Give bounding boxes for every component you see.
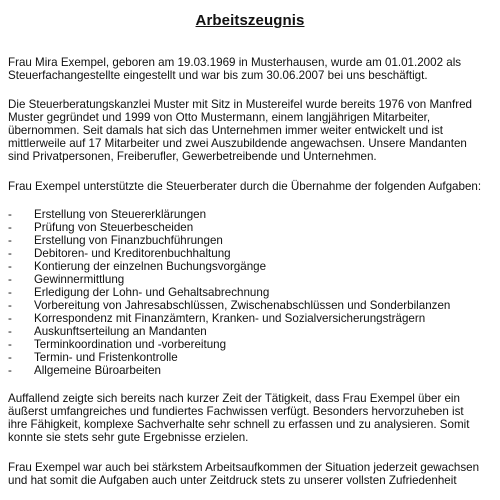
paragraph-2-line: mittlerweile auf 17 Mitarbeiter und zwei Auszubildende angewachsen. Unsere Mandanten bbox=[8, 137, 467, 150]
list-bullet: - bbox=[8, 273, 12, 286]
task-list-item: Termin- und Fristenkontrolle bbox=[34, 351, 178, 364]
paragraph-2-line: übernommen. Seit damals hat sich das Unternehmen immer weiter entwickelt und ist bbox=[8, 124, 443, 137]
document-title: Arbeitszeugnis bbox=[195, 12, 305, 29]
list-bullet: - bbox=[8, 299, 12, 312]
task-list-item: Allgemeine Büroarbeiten bbox=[34, 364, 161, 377]
list-bullet: - bbox=[8, 260, 12, 273]
task-list-item: Auskunftserteilung an Mandanten bbox=[34, 325, 207, 338]
paragraph-3-line: Frau Exempel unterstützte die Steuerberater durch die Übernahme der folgenden Aufgaben: bbox=[8, 180, 482, 193]
list-bullet: - bbox=[8, 364, 12, 377]
list-bullet: - bbox=[8, 325, 12, 338]
paragraph-2-line: Muster gegründet und 1999 von Otto Mustermann, einem langjährigen Mitarbeiter, bbox=[8, 111, 431, 124]
list-bullet: - bbox=[8, 338, 12, 351]
task-list-item: Vorbereitung von Jahresabschlüssen, Zwischenabschlüssen und Sonderbilanzen bbox=[34, 299, 451, 312]
paragraph-4-line: Auffallend zeigte sich bereits nach kurzer Zeit der Tätigkeit, dass Frau Exempel über ein bbox=[8, 392, 460, 405]
task-list-item: Gewinnermittlung bbox=[34, 273, 125, 286]
task-list-item: Korrespondenz mit Finanzämtern, Kranken- und Sozialversicherungsträgern bbox=[34, 312, 426, 325]
paragraph-1-line: Frau Mira Exempel, geboren am 19.03.1969 in Musterhausen, wurde am 01.01.2002 als bbox=[8, 56, 462, 69]
task-list-item: Debitoren- und Kreditorenbuchhaltung bbox=[34, 247, 231, 260]
paragraph-4-line: ihre Fähigkeit, komplexe Sachverhalte sehr schnell zu erfassen und zu analysieren. Somit bbox=[8, 418, 470, 431]
paragraph-4-line: konnte sie stets sehr gute Ergebnisse erzielen. bbox=[8, 431, 249, 444]
task-list-item: Terminkoordination und -vorbereitung bbox=[34, 338, 227, 351]
paragraph-4-line: äußerst umfangreiches und fundiertes Fachwissen verfügt. Besonders hervorzuheben ist bbox=[8, 405, 464, 418]
paragraph-2-line: sind Privatpersonen, Freiberufler, Gewerbetreibende und Unternehmen. bbox=[8, 150, 377, 163]
task-list-item: Erstellung von Steuererklärungen bbox=[34, 208, 207, 221]
list-bullet: - bbox=[8, 247, 12, 260]
list-bullet: - bbox=[8, 234, 12, 247]
paragraph-2-line: Die Steuerberatungskanzlei Muster mit Sitz in Mustereifel wurde bereits 1976 von Manfred bbox=[8, 98, 472, 111]
task-list-item: Erledigung der Lohn- und Gehaltsabrechnung bbox=[34, 286, 270, 299]
list-bullet: - bbox=[8, 351, 12, 364]
list-bullet: - bbox=[8, 286, 12, 299]
task-list-item: Prüfung von Steuerbescheiden bbox=[34, 221, 194, 234]
paragraph-5-line: und hat somit die Aufgaben auch unter Zeitdruck stets zu unserer vollsten Zufriedenheit bbox=[8, 474, 457, 487]
paragraph-1-line: Steuerfachangestellte eingestellt und war bis zum 30.06.2007 bei uns beschäftigt. bbox=[8, 69, 428, 82]
paragraph-5-line: Frau Exempel war auch bei stärkstem Arbeitsaufkommen der Situation jederzeit gewachsen bbox=[8, 461, 480, 474]
list-bullet: - bbox=[8, 221, 12, 234]
list-bullet: - bbox=[8, 312, 12, 325]
task-list-item: Kontierung der einzelnen Buchungsvorgänge bbox=[34, 260, 267, 273]
list-bullet: - bbox=[8, 208, 12, 221]
task-list-item: Erstellung von Finanzbuchführungen bbox=[34, 234, 223, 247]
